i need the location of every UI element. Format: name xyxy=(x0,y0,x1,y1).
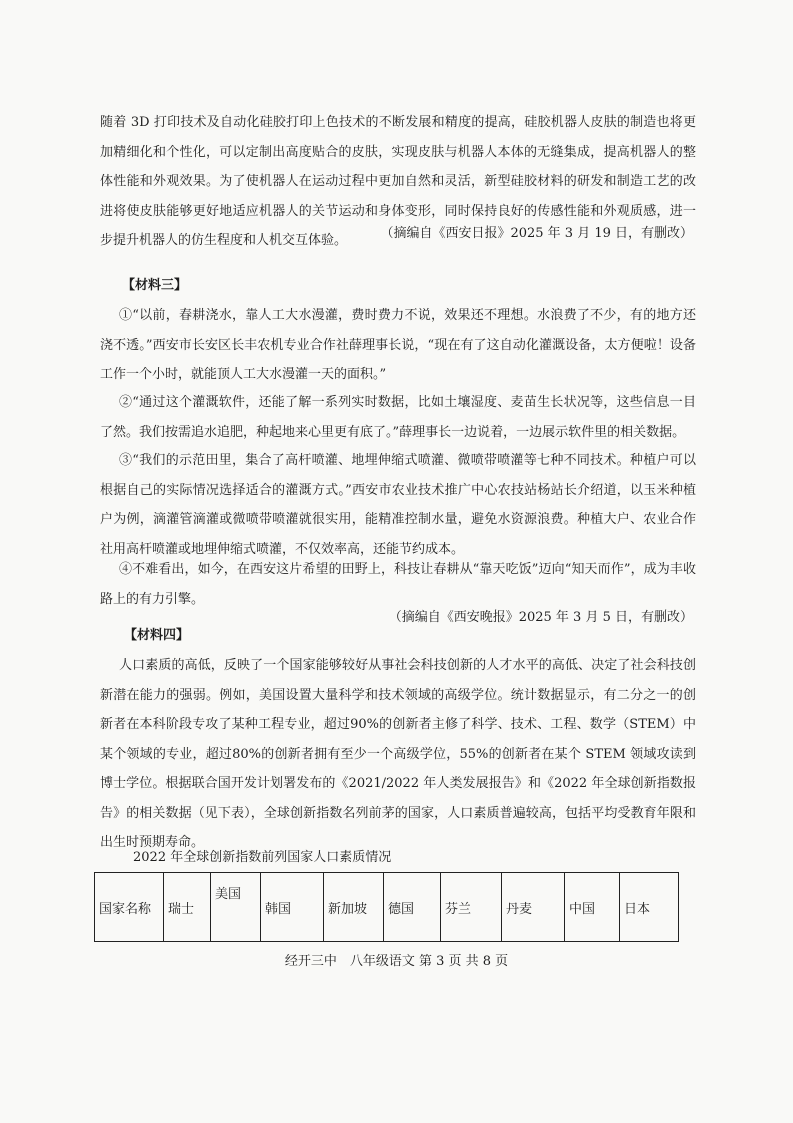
table-header-cell: 韩国 xyxy=(261,873,324,942)
table-header-cell: 美国 xyxy=(211,873,261,942)
material3-paragraph-4: ④不难看出，如今，在西安这片希望的田野上，科技让春耕从“靠天吃饭”迈向“知天而作”，成为丰收路上的有力引擎。 xyxy=(100,562,696,607)
material2-paragraph: 随着 3D 打印技术及自动化硅胶打印上色技术的不断发展和精度的提高，硅胶机器人皮肤的制造也将更加精细化和个性化，可以定制出高度贴合的皮肤，实现皮肤与机器人本体的无缝集成，提高机器人的整体性能和外观效果。为了使机器人在运动过程中更加自然和灵活，新型硅胶材料的研发和制造工艺的改进将使皮肤能够更好地适应机器人的关节运动和身体变形，同时保持良好的传感性能和外观质感，进一步提升机器人的仿生程度和人机交互体验。 xyxy=(100,115,696,248)
material2-source: （摘编自《西安日报》2025 年 3 月 19 日，有删改） xyxy=(380,226,693,241)
material3-source: （摘编自《西安晚报》2025 年 3 月 5 日，有删改） xyxy=(388,610,693,625)
population-quality-table xyxy=(94,872,679,942)
table-header-cell: 丹麦 xyxy=(502,873,565,942)
material4-heading: 【材料四】 xyxy=(124,628,190,643)
page-footer: 经开三中 八年级语文 第 3 页 共 8 页 xyxy=(284,954,509,969)
table-header-cell: 芬兰 xyxy=(441,873,502,942)
table-header-cell: 日本 xyxy=(620,873,679,942)
table-header-cell: 中国 xyxy=(565,873,620,942)
table-header-cell: 新加坡 xyxy=(324,873,384,942)
table-header-cell: 德国 xyxy=(384,873,441,942)
material3-paragraph-3: ③“我们的示范田里，集合了高杆喷灌、地埋伸缩式喷灌、微喷带喷灌等七种不同技术。种植户可以根据自己的实际情况选择适合的灌溉方式。”西安市农业技术推广中心农技站杨站长介绍道，以玉米种植户为例，滴灌管滴灌或微喷带喷灌就很实用，能精准控制水量，避免水资源浪费。种植大户、农业合作社用高杆喷灌或地埋伸缩式喷灌，不仅效率高，还能节约成本。 xyxy=(100,453,696,557)
table-header-row xyxy=(95,873,679,942)
material3-paragraph-2: ②“通过这个灌溉软件，还能了解一系列实时数据，比如土壤湿度、麦苗生长状况等，这些信息一目了然。我们按需追水追肥，种起地来心里更有底了。”薛理事长一边说着，一边展示软件里的相关数据。 xyxy=(100,395,696,440)
material3-heading: 【材料三】 xyxy=(122,278,188,293)
material3-paragraph-1: ①“以前，春耕浇水，靠人工大水漫灌，费时费力不说，效果还不理想。水浪费了不少，有的地方还浇不透。”西安市长安区长丰农机专业合作社薛理事长说，“现在有了这自动化灌溉设备，太方便啦！设备工作一个小时，就能顶人工大水漫灌一天的面积。” xyxy=(100,308,696,382)
table-header-cell: 瑞士 xyxy=(164,873,211,942)
table-caption: 2022 年全球创新指数前列国家人口素质情况 xyxy=(133,850,392,865)
table-header-cell: 国家名称 xyxy=(95,873,164,942)
material4-paragraph: 人口素质的高低，反映了一个国家能够较好从事社会科技创新的人才水平的高低、决定了社会科技创新潜在能力的强弱。例如，美国设置大量科学和技术领域的高级学位。统计数据显示，有二分之一的创新者在本科阶段专攻了某种工程专业，超过90%的创新者主修了科学、技术、工程、数学（STEM）中某个领域的专业，超过80%的创新者拥有至少一个高级学位，55%的创新者在某个 STEM 领域攻读到博士学位。根据联合国开发计划署发布的《2021/2022 年人类发展报告》和《2022 年全球创新指数报告》的相关数据（见下表），全球创新指数名列前茅的国家，人口素质普遍较高，包括平均受教育年限和出生时预期寿命。 xyxy=(100,658,696,850)
